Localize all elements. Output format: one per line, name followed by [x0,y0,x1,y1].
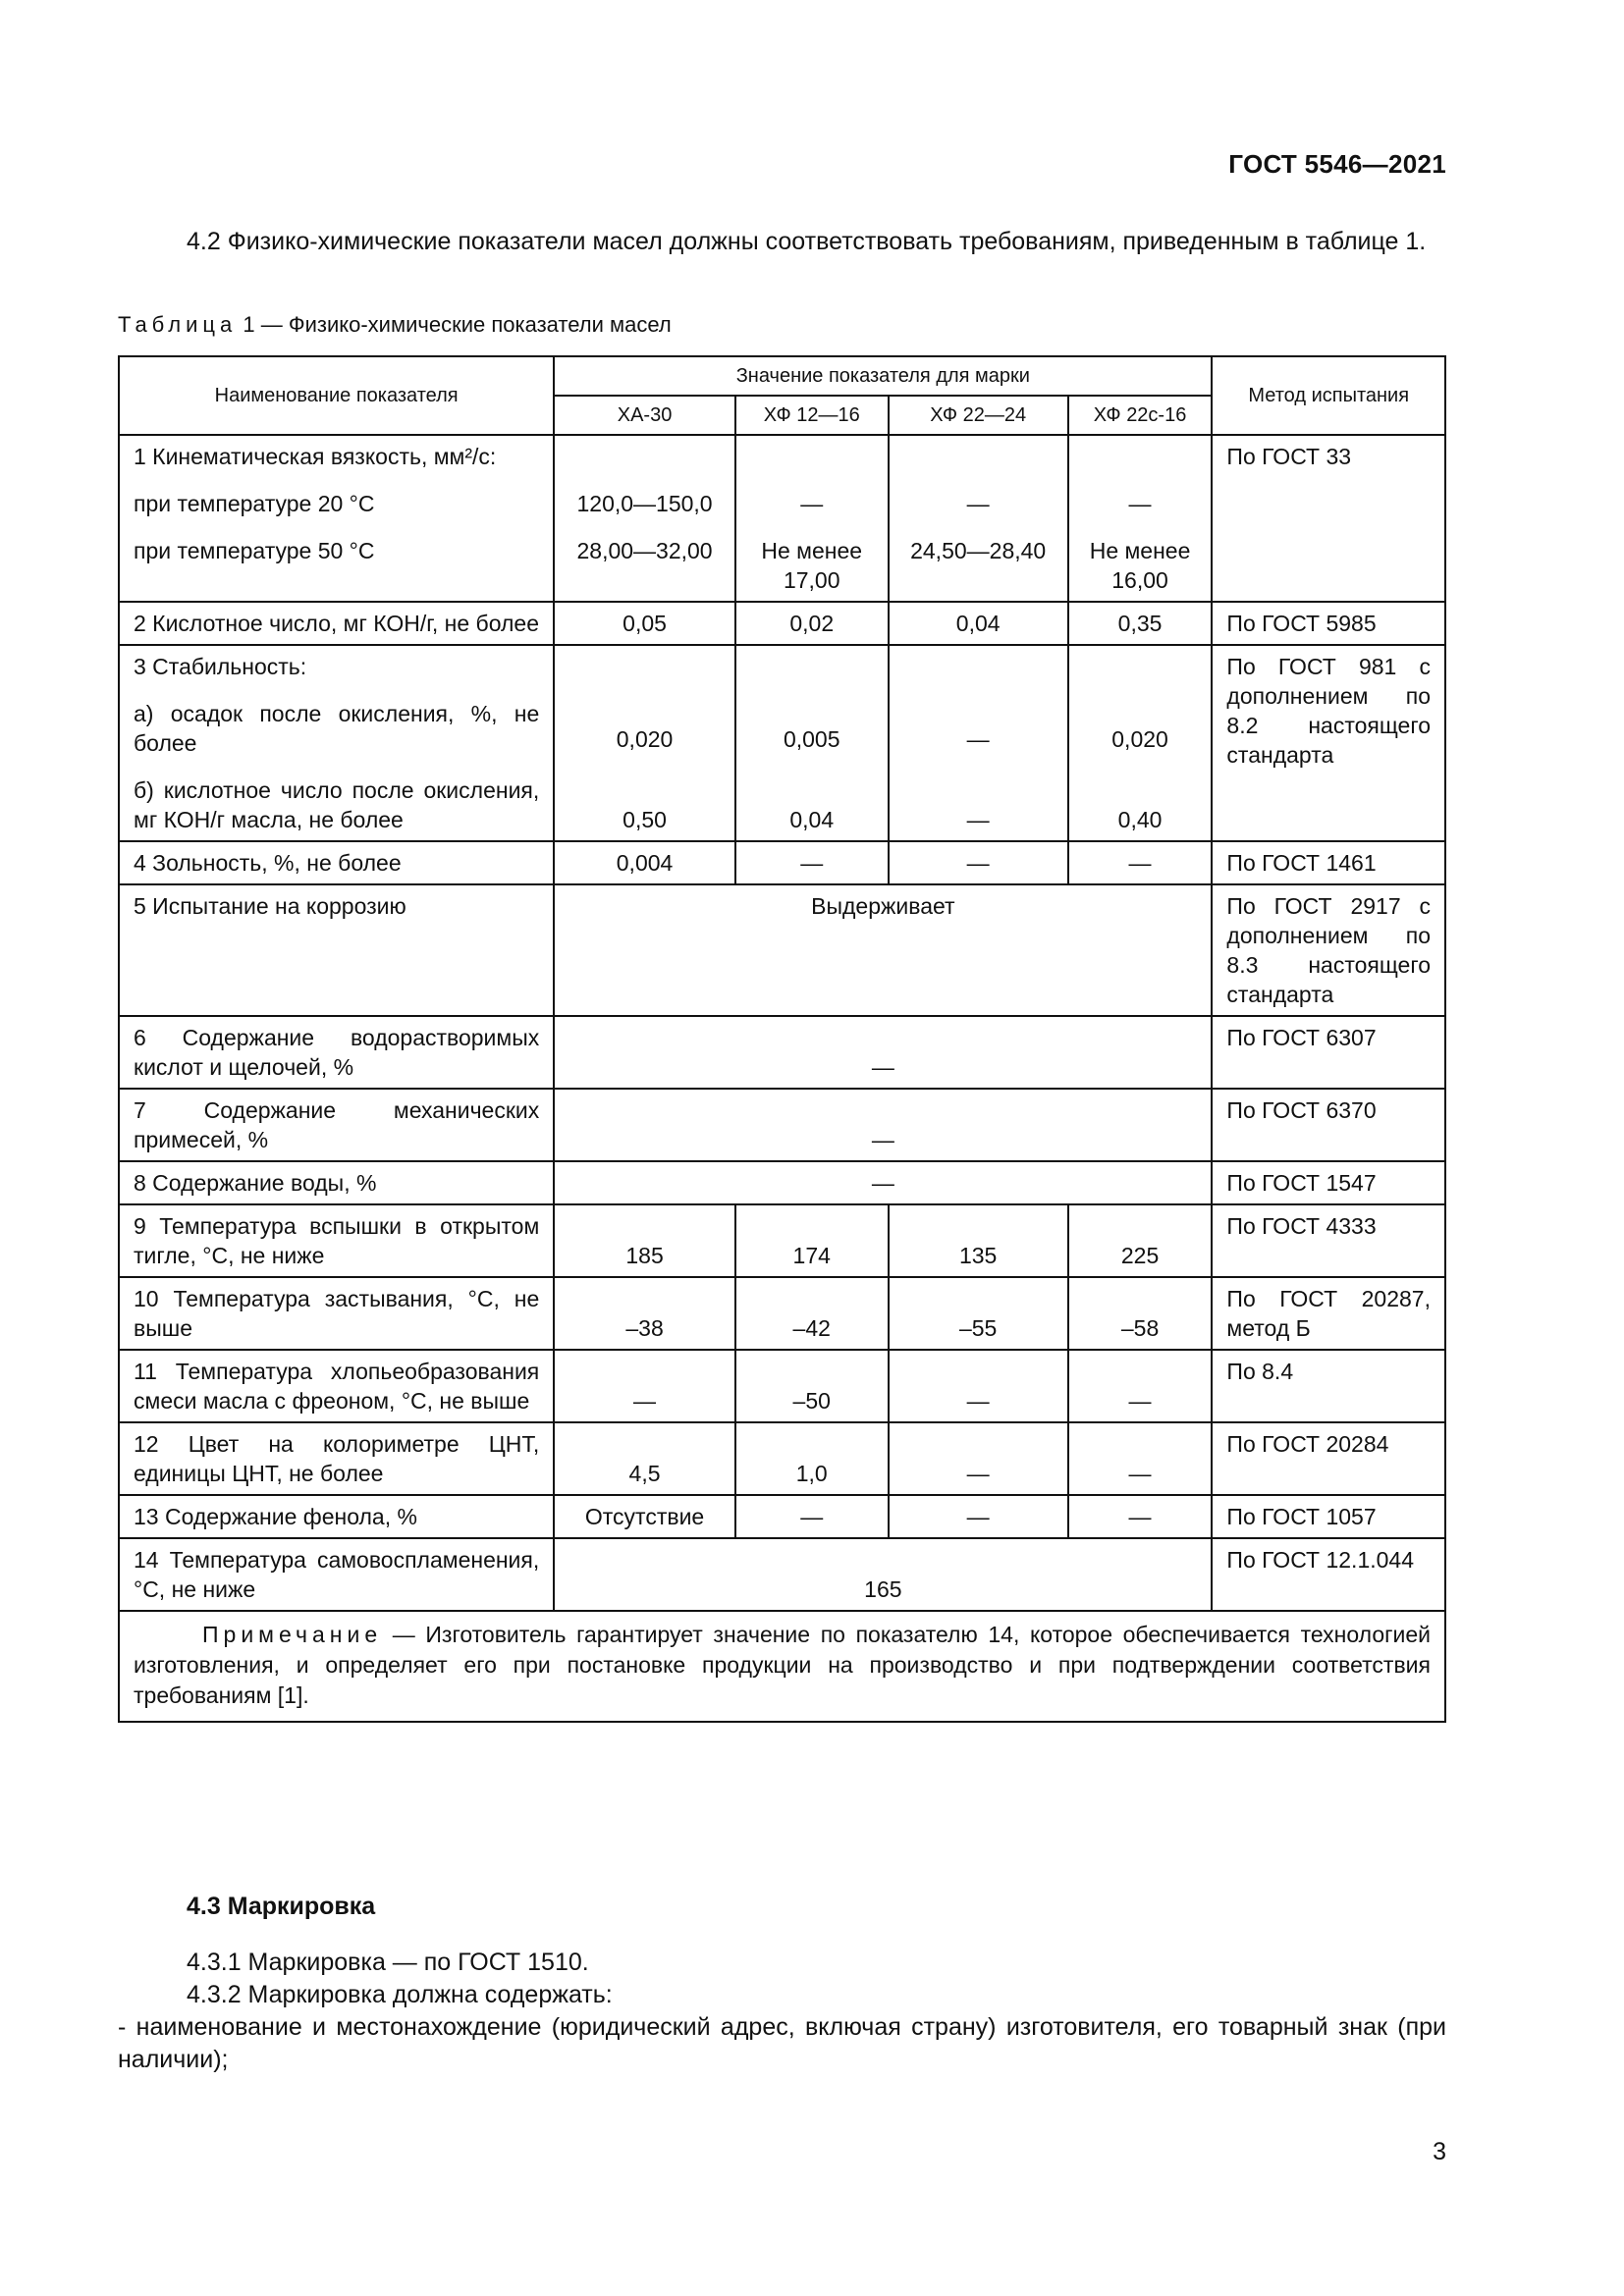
table-row [119,1495,1445,1538]
value-cell: 0,05 [554,602,735,645]
value-cell: 174 [735,1204,889,1277]
value-cell: — [889,841,1068,884]
value-cell: 0,020 0,40 [1068,645,1213,841]
value-cell: 185 [554,1204,735,1277]
value-cell: — [735,1495,889,1538]
table-row [119,1422,1445,1495]
row-name: 11 Температура хлопьеобразования смеси масла с фреоном, °С, не выше [119,1350,554,1422]
value-cell: 0,04 [889,602,1068,645]
row-name: 3 Стабильность: а) осадок после окисления, %, не более б) кислотное число после окисления, мг КОН/г масла, не более [119,645,554,841]
row-name: 10 Температура застывания, °С, не выше [119,1277,554,1350]
table-caption [118,312,672,338]
table-row [119,1161,1445,1204]
value-cell: — [1068,1495,1213,1538]
row-name: 8 Содержание воды, % [119,1161,554,1204]
row-name: 13 Содержание фенола, % [119,1495,554,1538]
method-cell: По ГОСТ 5985 [1212,602,1445,645]
table-row [119,1089,1445,1161]
method-cell: По ГОСТ 6370 [1212,1089,1445,1161]
table-row [119,841,1445,884]
row-name: 7 Содержание механических примесей, % [119,1089,554,1161]
note-label: Примечание [202,1622,383,1647]
value-cell: 0,35 [1068,602,1213,645]
method-cell: По ГОСТ 20287, метод Б [1212,1277,1445,1350]
value-cell: 120,0—150,0 28,00—32,00 [554,435,735,602]
value-cell: –38 [554,1277,735,1350]
paragraph: - наименование и местонахождение (юридический адрес, включая страну) изготовителя, его товарный знак (при наличии); [118,2013,1446,2073]
value-cell: — [1068,1422,1213,1495]
method-cell: По ГОСТ 1461 [1212,841,1445,884]
value-cell: — [889,1495,1068,1538]
paragraph: 4.3.2 Маркировка должна содержать: [187,1981,613,2008]
table-row [119,645,1445,841]
value-cell: — Не менее 17,00 [735,435,889,602]
table-caption-prefix: Таблица [118,312,238,337]
method-cell: По ГОСТ 12.1.044 [1212,1538,1445,1611]
value-cell: –55 [889,1277,1068,1350]
header-grade: ХФ 22—24 [889,396,1068,435]
header-method: Метод испытания [1212,356,1445,435]
section-heading: 4.3 Маркировка [187,1893,376,1920]
row-name: 2 Кислотное число, мг КОН/г, не более [119,602,554,645]
value-cell: 225 [1068,1204,1213,1277]
value-cell: — — [889,645,1068,841]
value-cell: –42 [735,1277,889,1350]
header-name: Наименование показателя [119,356,554,435]
table-row [119,1277,1445,1350]
value-cell: 0,005 0,04 [735,645,889,841]
table-note-row [119,1611,1445,1722]
table-row [119,1538,1445,1611]
table-row [119,1204,1445,1277]
value-cell: — 24,50—28,40 [889,435,1068,602]
value-cell: 0,004 [554,841,735,884]
table-row [119,1350,1445,1422]
header-value-group: Значение показателя для марки [554,356,1212,396]
row-name: 5 Испытание на коррозию [119,884,554,1016]
header-grade: ХА-30 [554,396,735,435]
table-row [119,602,1445,645]
table-caption-title: 1 — Физико-химические показатели масел [237,312,672,337]
value-cell: 1,0 [735,1422,889,1495]
method-cell: По ГОСТ 1547 [1212,1161,1445,1204]
row-name: 4 Зольность, %, не более [119,841,554,884]
value-cell: –50 [735,1350,889,1422]
properties-table [118,355,1446,1723]
intro-paragraph: 4.2 Физико-химические показатели масел должны соответствовать требованиям, приведенным в таблице 1. [187,228,1427,255]
document-code: ГОСТ 5546—2021 [1228,149,1446,179]
value-cell: — [1068,841,1213,884]
table-row [119,435,1445,602]
value-cell: 4,5 [554,1422,735,1495]
table-row [119,884,1445,1016]
value-cell: — [554,1089,1212,1161]
value-cell: — [889,1350,1068,1422]
value-cell: — [554,1016,1212,1089]
table-row [119,1016,1445,1089]
table-note [119,1611,1445,1722]
row-name: 6 Содержание водорастворимых кислот и щелочей, % [119,1016,554,1089]
row-name: 9 Температура вспышки в открытом тигле, °С, не ниже [119,1204,554,1277]
paragraph: 4.3.1 Маркировка — по ГОСТ 1510. [187,1949,589,1976]
method-cell: По ГОСТ 20284 [1212,1422,1445,1495]
value-cell: — [554,1350,735,1422]
value-cell: Отсутствие [554,1495,735,1538]
method-cell: По ГОСТ 1057 [1212,1495,1445,1538]
value-cell: — [735,841,889,884]
value-cell: — [1068,1350,1213,1422]
row-name: 14 Температура самовоспламенения, °С, не ниже [119,1538,554,1611]
method-cell: По ГОСТ 981 с дополнением по 8.2 настоящего стандарта [1212,645,1445,841]
header-grade: ХФ 12—16 [735,396,889,435]
row-name: 1 Кинематическая вязкость, мм²/с: при температуре 20 °С при температуре 50 °С [119,435,554,602]
header-grade: ХФ 22с-16 [1068,396,1213,435]
value-cell: — [889,1422,1068,1495]
method-cell: По 8.4 [1212,1350,1445,1422]
value-cell: — Не менее 16,00 [1068,435,1213,602]
value-cell: 165 [554,1538,1212,1611]
value-cell: 0,020 0,50 [554,645,735,841]
method-cell: По ГОСТ 4333 [1212,1204,1445,1277]
value-cell: 0,02 [735,602,889,645]
value-cell: –58 [1068,1277,1213,1350]
method-cell: По ГОСТ 33 [1212,435,1445,602]
row-name: 12 Цвет на колориметре ЦНТ, единицы ЦНТ, не более [119,1422,554,1495]
note-text: — Изготовитель гарантирует значение по показателю 14, которое обеспечивается технологией изготовления, и определяет его при постановке продукции на производство и при подтверждении соответствия требованиям [1]. [134,1622,1431,1708]
value-cell: — [554,1161,1212,1204]
method-cell: По ГОСТ 2917 с дополнением по 8.3 настоящего стандарта [1212,884,1445,1016]
page-number: 3 [1433,2138,1446,2165]
method-cell: По ГОСТ 6307 [1212,1016,1445,1089]
value-cell: 135 [889,1204,1068,1277]
value-cell: Выдерживает [554,884,1212,1016]
